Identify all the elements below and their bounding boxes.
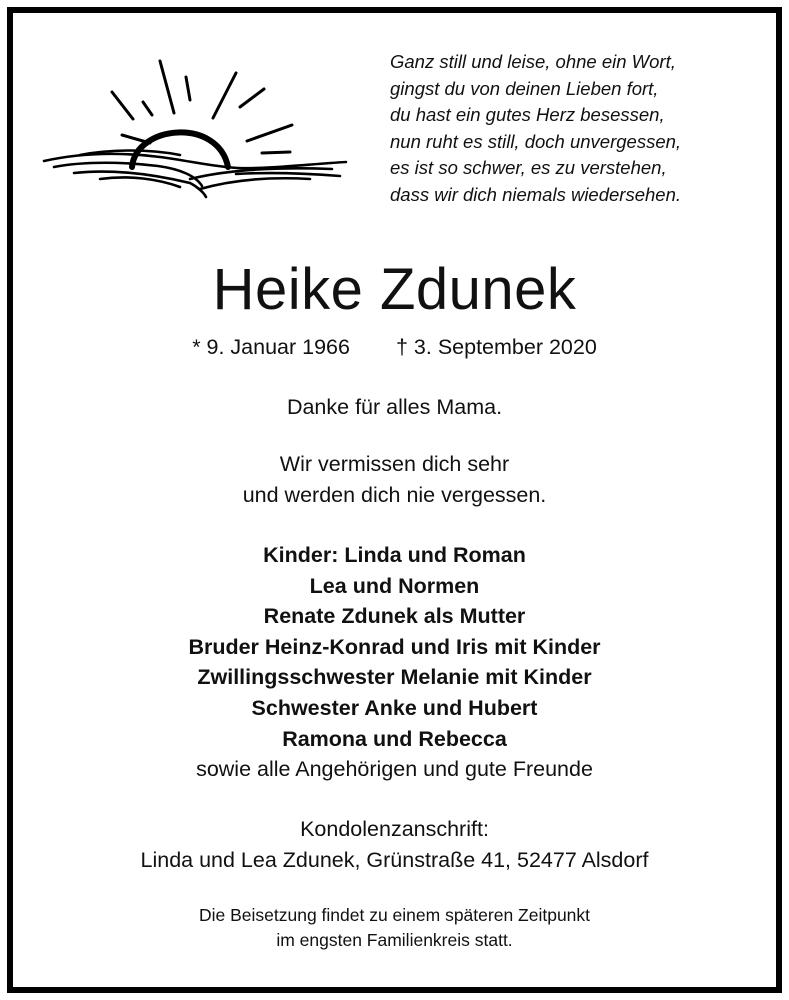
mourners-list [0, 540, 789, 785]
mourner-line: Schwester Anke und Hubert [251, 695, 538, 720]
message-line: und werden dich nie vergessen. [242, 483, 547, 507]
deceased-name: Heike Zdunek [212, 257, 577, 322]
burial-line: im engsten Familienkreis statt. [276, 930, 513, 950]
poem-line: du hast ein gutes Herz besessen, [390, 104, 665, 126]
thanks-text: Danke für alles Mama. [286, 395, 503, 419]
message [0, 449, 789, 511]
burial-line: Die Beisetzung findet zu einem späteren Zeitpunkt [198, 905, 591, 925]
mourner-line: Bruder Heinz-Konrad und Iris mit Kinder [188, 634, 601, 659]
message-line: Wir vermissen dich sehr [279, 452, 510, 476]
poem-line: es ist so schwer, es zu verstehen, [390, 157, 667, 179]
birth-date: * 9. Januar 1966 [192, 335, 350, 359]
life-dates [0, 332, 789, 362]
poem-line: Ganz still und leise, ohne ein Wort, [390, 51, 676, 72]
mourner-line: Lea und Normen [309, 573, 480, 598]
mourner-line: Renate Zdunek als Mutter [263, 604, 526, 629]
poem-line: gingst du von deinen Lieben fort, [390, 77, 659, 99]
mourner-line: Zwillingsschwester Melanie mit Kinder [197, 665, 592, 690]
poem-line: dass wir dich niemals wiedersehen. [390, 183, 681, 205]
condolence-address-line: Linda und Lea Zdunek, Grünstraße 41, 52477 Alsdorf [140, 848, 649, 872]
mourners-closing: sowie alle Angehörigen und gute Freunde [196, 757, 593, 782]
sunset-icon [40, 55, 350, 205]
poem [390, 49, 760, 209]
death-date: † 3. September 2020 [395, 335, 597, 359]
condolence-address [0, 814, 789, 876]
burial-note [0, 903, 789, 953]
mourner-line: Ramona und Rebecca [282, 726, 507, 751]
poem-line: nun ruht es still, doch unvergessen, [390, 130, 682, 152]
condolence-label: Kondolenzanschrift: [300, 817, 489, 841]
mourner-line: Kinder: Linda und Roman [263, 543, 526, 567]
